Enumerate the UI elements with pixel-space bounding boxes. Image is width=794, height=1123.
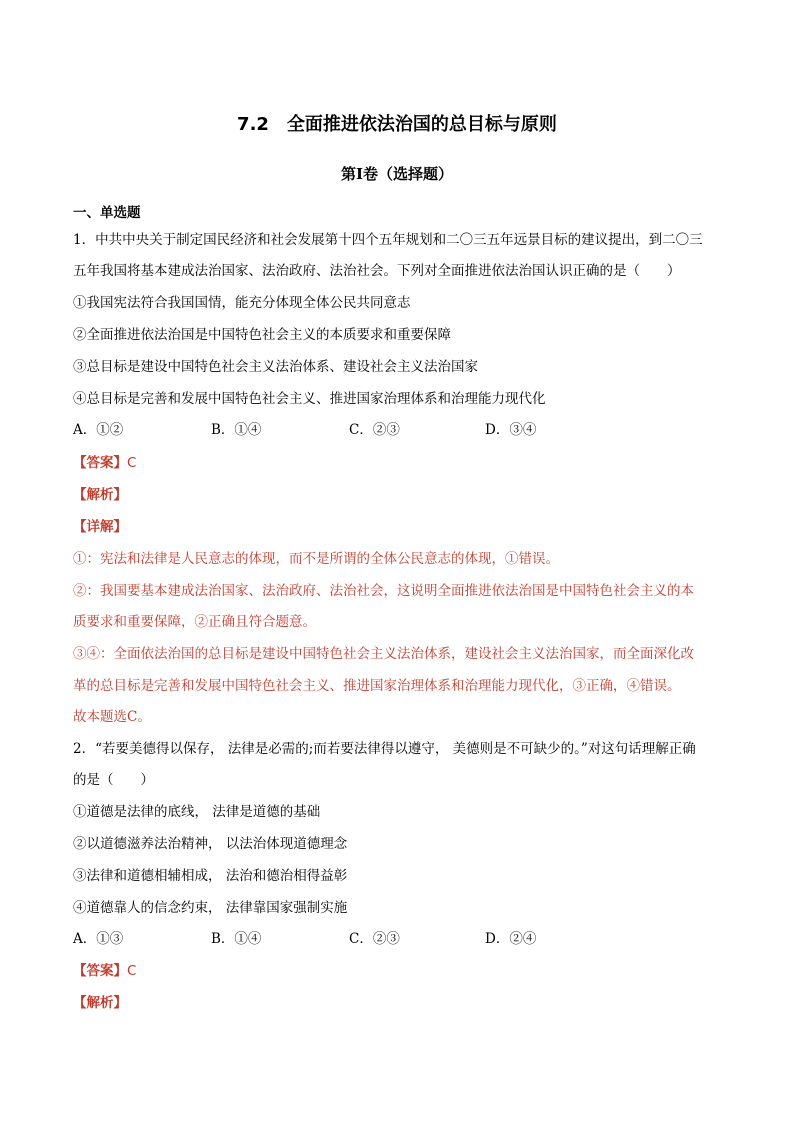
q1-item-4: ④总目标是完善和发展中国特色社会主义、推进国家治理体系和治理能力现代化 (73, 391, 546, 407)
q1-answer-label: 【答案】 (73, 455, 127, 471)
q1-detail-line-3: 质要求和重要保障，②正确且符合题意。 (73, 614, 316, 630)
q2-option-d: D．②④ (485, 931, 537, 947)
q1-stem-line2: 五年我国将基本建成法治国家、法治政府、法治社会。下列对全面推进依法治国认识正确的是（ ） (73, 263, 681, 279)
q1-item-2: ②全面推进依法治国是中国特色社会主义的本质要求和重要保障 (73, 327, 451, 343)
q1-detail-line-5: 革的总目标是完善和发展中国特色社会主义、推进国家治理体系和治理能力现代化，③正确，④错误。 (73, 678, 681, 694)
q2-item-4: ④道德靠人的信念约束， 法律靠国家强制实施 (73, 900, 348, 916)
q2-item-1: ①道德是法律的底线， 法律是道德的基础 (73, 804, 321, 820)
q1-detail-label: 【详解】 (73, 519, 127, 535)
document-title: 7.2 全面推进依法治国的总目标与原则 (237, 114, 557, 135)
q2-options (73, 930, 723, 948)
q2-stem-line2: 的是（ ） (73, 772, 154, 788)
q1-answer (73, 454, 723, 472)
q1-answer-value: C (127, 455, 137, 471)
q2-option-b: B．①④ (211, 931, 262, 947)
q1-options (73, 421, 723, 439)
q1-detail-line-2: ②：我国要基本建成法治国家、法治政府、法治社会，这说明全面推进依法治国是中国特色社会主义的本 (73, 583, 694, 599)
q1-item-1: ①我国宪法符合我国国情，能充分体现全体公民共同意志 (73, 295, 411, 311)
q1-detail-line-1: ①：宪法和法律是人民意志的体现，而不是所谓的全体公民意志的体现，①错误。 (73, 551, 559, 567)
section-heading: 一、单选题 (73, 205, 141, 221)
q2-option-a: A．①③ (73, 931, 124, 947)
q2-answer (73, 962, 723, 980)
q2-item-2: ②以道德滋养法治精神， 以法治体现道德理念 (73, 836, 348, 852)
q1-option-a: A．①② (73, 422, 124, 438)
q1-conclusion: 故本题选C。 (73, 709, 151, 725)
q1-option-c: C．②③ (349, 422, 400, 438)
q1-stem-line1: 1．中共中央关于制定国民经济和社会发展第十四个五年规划和二〇三五年远景目标的建议提出，到二〇三 (73, 232, 703, 248)
q1-detail-line-4: ③④：全面依法治国的总目标是建设中国特色社会主义法治体系，建设社会主义法治国家，而全面深化改 (73, 646, 694, 662)
q1-option-b: B．①④ (211, 422, 262, 438)
q2-stem-line1: 2．“若要美德得以保存， 法律是必需的;而若要法律得以遵守， 美德则是不可缺少的。”对这句话理解正确 (73, 741, 696, 757)
q1-item-3: ③总目标是建设中国特色社会主义法治体系、建设社会主义法治国家 (73, 359, 478, 375)
volume-heading: 第I卷（选择题） (340, 165, 454, 183)
q1-analysis-label: 【解析】 (73, 487, 127, 503)
q2-analysis-label: 【解析】 (73, 995, 127, 1011)
q2-answer-label: 【答案】 (73, 963, 127, 979)
q2-answer-value: C (127, 963, 137, 979)
q2-option-c: C．②③ (349, 931, 400, 947)
q2-item-3: ③法律和道德相辅相成， 法治和德治相得益彰 (73, 868, 348, 884)
q1-option-d: D．③④ (485, 422, 537, 438)
